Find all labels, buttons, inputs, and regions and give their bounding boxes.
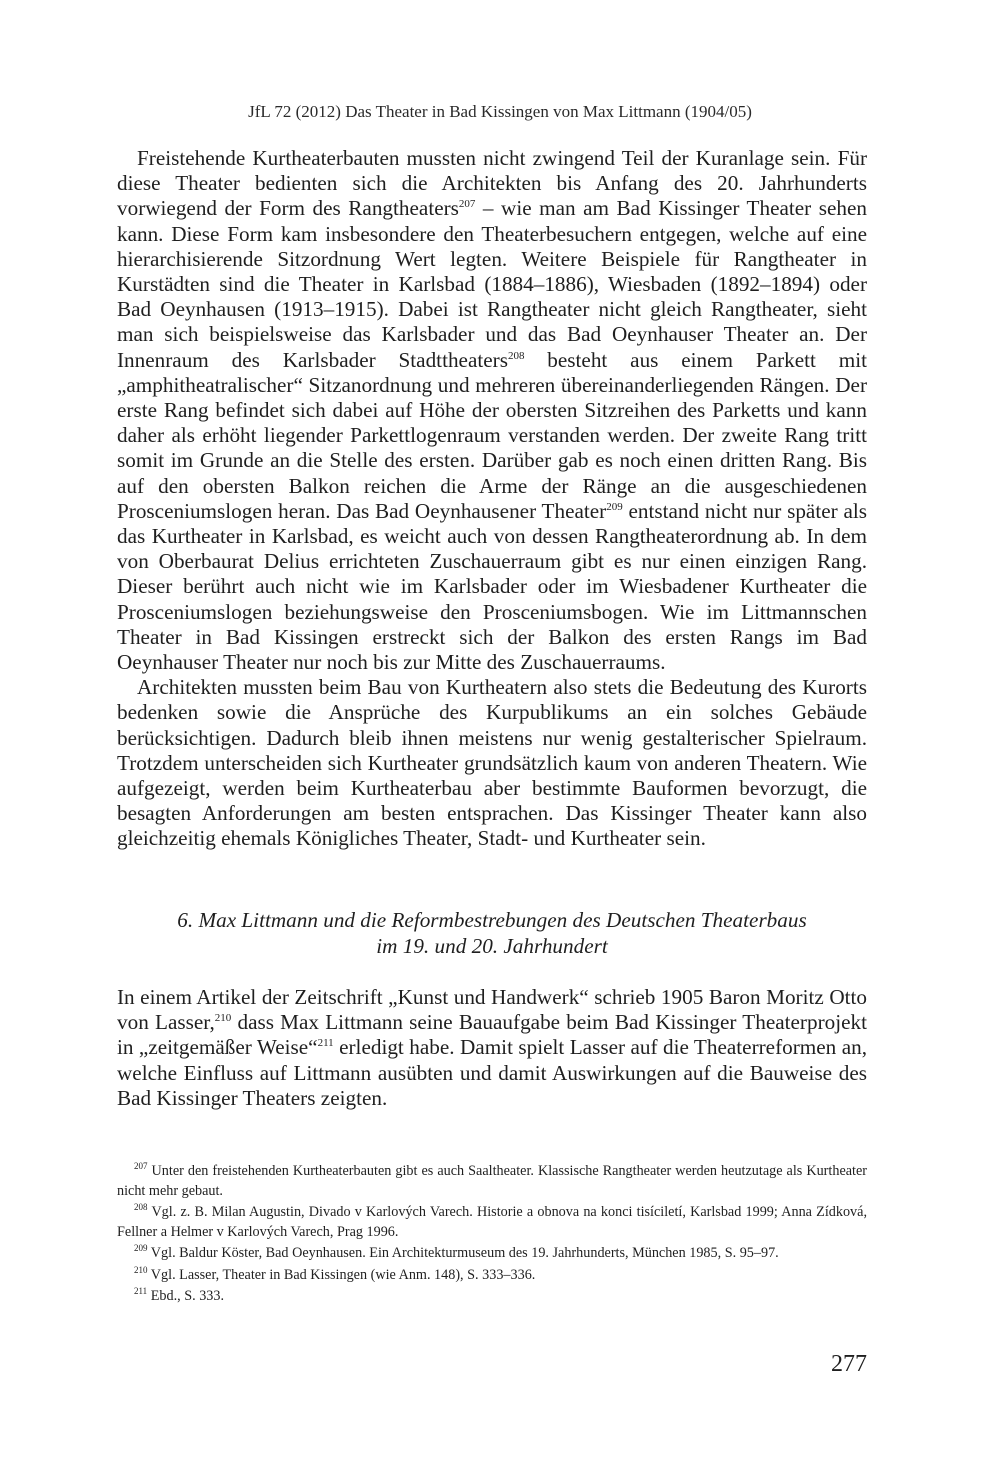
footnote-number: 210	[134, 1264, 148, 1275]
paragraph-2: Architekten mussten beim Bau von Kurtheatern also stets die Bedeutung des Kurorts bedenken sowie die Ansprüche des Kurpublikums an ein solches Gebäude berücksichtigen. Dadurch bleib ihnen meistens nur wenig gestalterischer Spielraum. Trotzdem unterscheiden sich Kurtheater grundsätzlich kaum von anderen Theatern. Wie aufgezeigt, werden beim Kurtheaterbau aber bestimmte Bauformen bevorzugt, die besagten Anforderungen am besten entsprachen. Das Kissinger Theater kann also gleichzeitig ehemals Königliches Theater, Stadt- und Kurtheater sein.	[117, 675, 867, 851]
footnote-text: Ebd., S. 333.	[147, 1288, 225, 1304]
footnote-text: Vgl. z. B. Milan Augustin, Divado v Karlových Varech. Historie a obnova na konci tisíciletí, Karlsbad 1999; Anna Zídková, Fellner a Helmer v Karlových Varech, Prag 1996.	[117, 1204, 867, 1240]
footnote-ref-210[interactable]: 210	[214, 1012, 232, 1025]
section-text	[117, 985, 867, 1111]
section-heading-line-1: 6. Max Littmann und die Reformbestrebungen des Deutschen Theaterbaus	[177, 908, 807, 932]
footnote-ref-208[interactable]: 208	[507, 349, 525, 362]
footnote-text: Vgl. Lasser, Theater in Bad Kissingen (wie Anm. 148), S. 333–336.	[147, 1266, 536, 1283]
section-heading	[117, 908, 867, 959]
running-head: JfL 72 (2012) Das Theater in Bad Kissingen von Max Littmann (1904/05)	[248, 102, 752, 121]
paragraph-1: Freistehende Kurtheaterbauten mussten nicht zwingend Teil der Kuranlage sein. Für diese Theater bedienten sich die Architekten bis Anfang des 20. Jahrhunderts vorwiegend der Form des Rangtheaters$^{207}$ – wie man am Bad Kissinger Theater sehen kann. Diese Form kam insbesondere den Theaterbesuchern entgegen, welche auf eine hierarchisierende Sitzordnung Wert legten. Weitere Beispiele für Rangtheater in Kurstädten sind die Theater in Karlsbad (1884–1886), Wiesbaden (1892–1894) oder Bad Oeynhausen (1913–1915). Dabei ist Rangtheater nicht gleich Rangtheater, sieht man sich beispielsweise das Karlsbader und das Bad Oeynhauser Theater an. Der Innenraum des Karlsbader Stadttheaters$^{208}$ besteht aus einem Parkett mit „amphitheatralischer“ Sitzanordnung und mehreren übereinanderliegenden Rängen. Der erste Rang befindet sich dabei auf Höhe der obersten Sitzreihen des Parketts und kann daher als erhöht liegender Parkettlogenraum verstanden werden. Der zweite Rang tritt somit im Grunde an die Stelle des ersten. Darüber gab es noch einen dritten Rang. Bis auf den obersten Balkon reichen die Arme der Ränge an die ausgeschiedenen Prosceniumslogen heran. Das Bad Oeynhausener Theater$^{209}$ entstand nicht nur später als das Kurtheater in Karlsbad, es weicht auch von dessen Rangtheaterordnung ab. In dem von Oberbaurat Delius errichteten Zuschauerraum gibt es nur einen einzigen Rang. Dieser berührt auch nicht wie im Karlsbader oder im Wiesbadener Kurtheater die Prosceniumslogen beziehungsweise den Prosceniumsbogen. Wie im Littmannschen Theater in Bad Kissingen erstreckt sich der Balkon des ersten Rangs im Bad Oeynhauser Theater nur noch bis zur Mitte des Zuschauerraums.	[117, 146, 867, 675]
footnote-ref-207[interactable]: 207	[458, 198, 476, 211]
footnote	[117, 1203, 867, 1242]
footnote-number: 211	[134, 1286, 148, 1296]
footnotes	[117, 1162, 867, 1309]
footnote-number: 209	[134, 1243, 148, 1253]
page-number: 277	[831, 1351, 867, 1377]
footnote-number: 208	[134, 1202, 148, 1212]
footnote-text: Unter den freistehenden Kurtheaterbauten gibt es auch Saaltheater. Klassische Rangtheater werden heutzutage als Kurtheater nicht mehr gebaut.	[117, 1163, 867, 1199]
section-heading-line-2: im 19. und 20. Jahrhundert	[376, 933, 608, 958]
footnote-text: Vgl. Baldur Köster, Bad Oeynhausen. Ein Architekturmuseum des 19. Jahrhunderts, München 1985, S. 95–97.	[147, 1245, 779, 1261]
footnote	[117, 1287, 867, 1307]
footnote	[117, 1162, 867, 1201]
section-paragraph-1: In einem Artikel der Zeitschrift „Kunst und Handwerk“ schrieb 1905 Baron Moritz Otto von Lasser,$^{210}$ dass Max Littmann seine Bauaufgabe beim Bad Kissinger Theaterprojekt in „zeitgemäßer Weise“$^{211}$ erledigt habe. Damit spielt Lasser auf die Theaterreformen an, welche Einfluss auf Littmann ausübten und damit Auswirkungen auf die Bauweise des Bad Kissinger Theaters zeigten.	[117, 985, 868, 1110]
footnote-ref-209[interactable]: 209	[606, 500, 623, 513]
footnote	[117, 1244, 867, 1264]
footnote	[117, 1266, 867, 1286]
body-text	[117, 146, 867, 852]
footnote-number: 207	[134, 1161, 148, 1171]
footnote-ref-211[interactable]: 211	[317, 1037, 334, 1050]
